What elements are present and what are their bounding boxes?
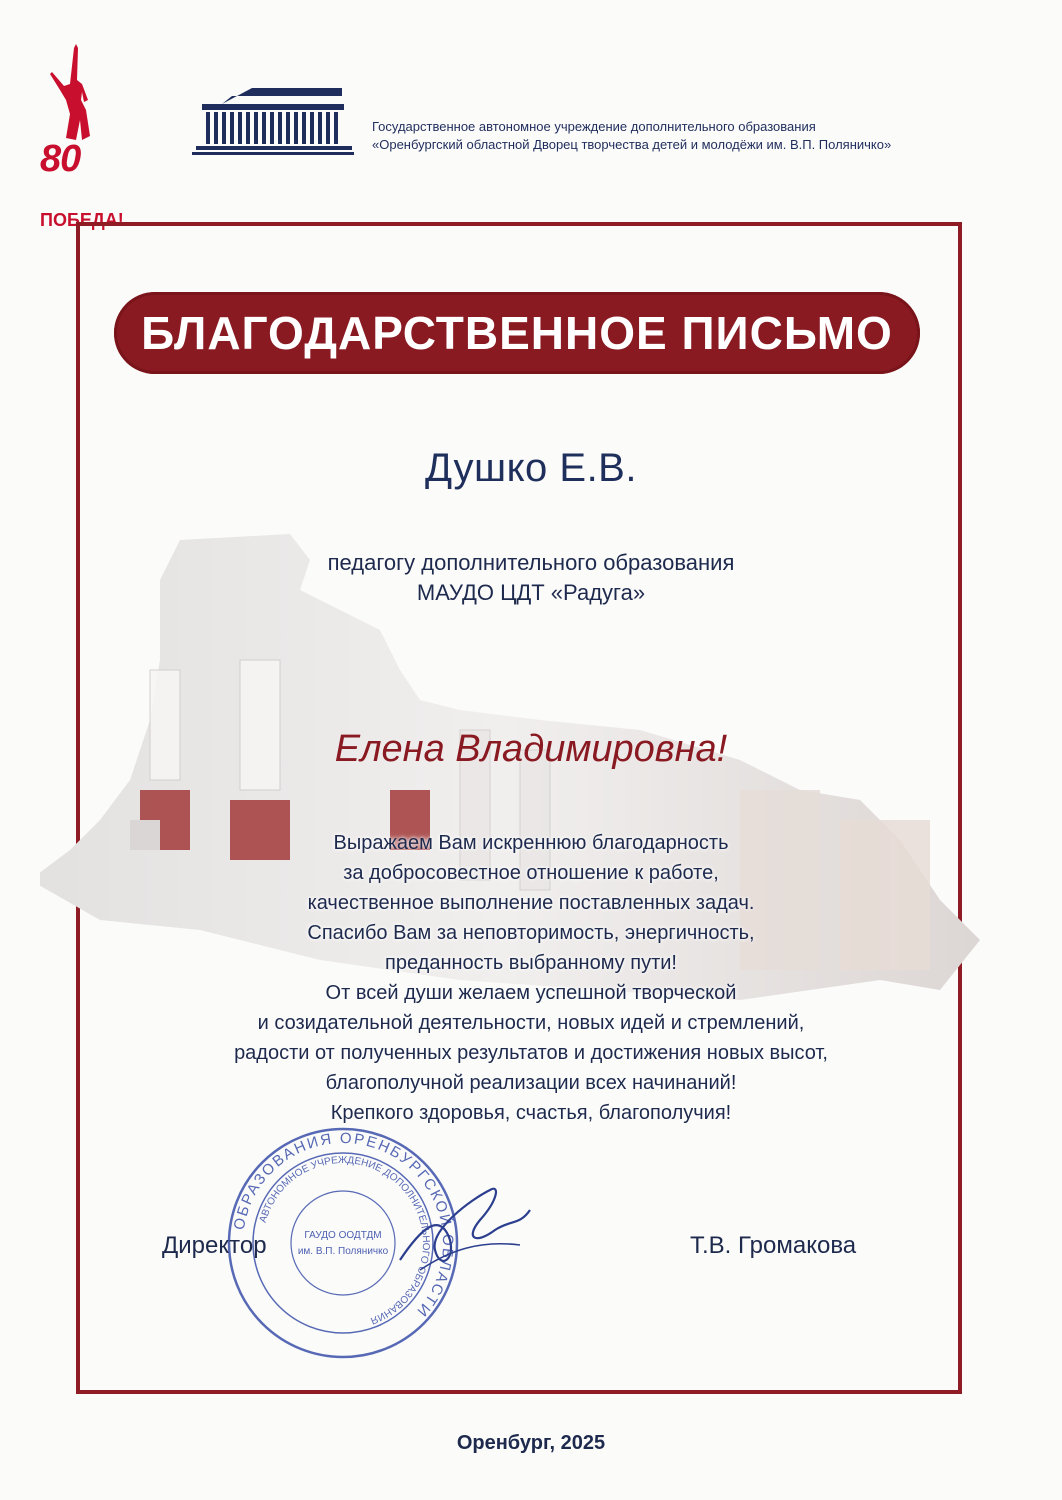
salutation: Елена Владимировна!: [334, 728, 728, 770]
victory-80-logo: [30, 40, 130, 230]
body-line: качественное выполнение поставленных задач.: [307, 892, 755, 914]
letter-body: [110, 828, 952, 1128]
stamp-outer-text: ОБРАЗОВАНИЯ ОРЕНБУРГСКОЙ ОБЛАСТИ: [230, 1129, 457, 1321]
palace-building-icon: [192, 86, 354, 158]
institution-line-1: Государственное автономное учреждение дополнительного образования: [372, 119, 816, 134]
stamp-inner-text: АВТОНОМНОЕ УЧРЕЖДЕНИЕ ДОПОЛНИТЕЛЬНОГО ОБРАЗОВАНИЯ: [257, 1154, 432, 1326]
institution-header: [372, 118, 891, 154]
recipient-position: [110, 548, 952, 608]
recipient-name: Душко Е.В.: [425, 446, 637, 490]
body-line: за добросовестное отношение к работе,: [343, 862, 719, 884]
palace-building-logo: [192, 86, 354, 158]
stamp-center-line-1: ГАУДО ООДТДМ: [304, 1230, 382, 1241]
body-line: Крепкого здоровья, счастья, благополучия!: [330, 1102, 732, 1124]
signatory-title: Директор: [162, 1232, 267, 1259]
body-line: и созидательной деятельности, новых идей и стремлений,: [257, 1012, 805, 1034]
title-banner: БЛАГОДАРСТВЕННОЕ ПИСЬМО: [114, 292, 920, 374]
place-and-year: Оренбург, 2025: [456, 1432, 606, 1454]
body-line: преданность выбранному пути!: [385, 952, 677, 974]
body-line: благополучной реализации всех начинаний!: [325, 1072, 737, 1094]
victory-caption: ПОБЕДА!: [40, 210, 124, 230]
body-line: Выражаем Вам искреннюю благодарность: [333, 832, 729, 854]
stamp-center-line-2: им. В.П. Поляничко: [297, 1246, 389, 1257]
victory-number: 80: [40, 138, 81, 180]
director-signature: [380, 1170, 540, 1290]
body-line: От всей души желаем успешной творческой: [325, 982, 737, 1004]
body-line: радости от полученных результатов и достижения новых высот,: [234, 1042, 828, 1064]
position-line-2: МАУДО ЦДТ «Радуга»: [416, 580, 646, 605]
signatory-name: Т.В. Громакова: [690, 1232, 857, 1259]
body-line: Спасибо Вам за неповторимость, энергичность,: [307, 922, 755, 944]
institution-line-2: «Оренбургский областной Дворец творчества детей и молодёжи им. В.П. Поляничко»: [372, 137, 892, 152]
position-line-1: педагогу дополнительного образования: [327, 550, 735, 575]
